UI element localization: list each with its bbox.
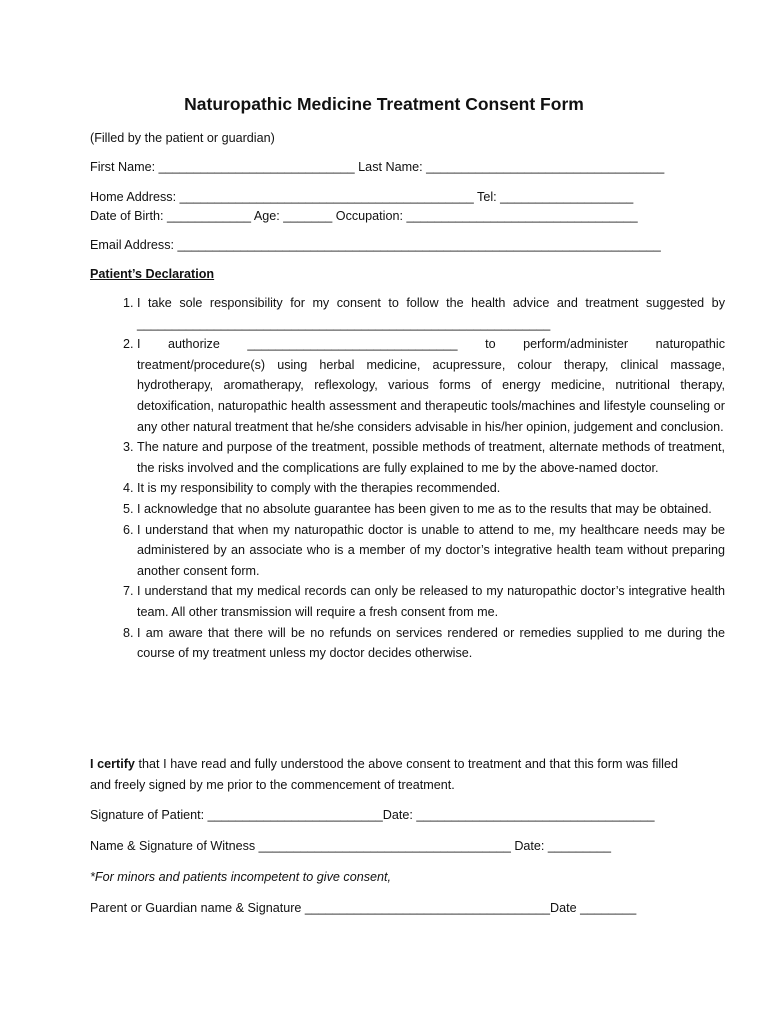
declaration-item: 4. It is my responsibility to comply with the therapies recommended.	[137, 478, 725, 499]
patient-signature-line[interactable]: Signature of Patient: _________________________Date: __________________________________	[90, 808, 655, 822]
certify-text: that I have read and fully understood the above consent to treatment and that this form was filled and freely signed by me prior to the commencement of treatment.	[90, 757, 678, 792]
certification-paragraph	[90, 754, 678, 796]
declaration-item: 1. I take sole responsibility for my consent to follow the health advice and treatment suggested by ___________________________________________________________	[137, 293, 725, 334]
declaration-item: 5. I acknowledge that no absolute guarantee has been given to me as to the results that may be obtained.	[137, 499, 725, 520]
form-subtitle: (Filled by the patient or guardian)	[90, 131, 275, 145]
dob-age-occupation-line[interactable]: Date of Birth: ____________ Age: _______ Occupation: _________________________________	[90, 209, 638, 223]
declaration-item: 7. I understand that my medical records can only be released to my naturopathic doctor’s integrative health team. All other transmission will require a fresh consent from me.	[137, 581, 725, 622]
declaration-item: 3. The nature and purpose of the treatment, possible methods of treatment, alternate methods of treatment, the risks involved and the complications are fully explained to me by the above-named doctor.	[137, 437, 725, 478]
declaration-item: 8. I am aware that there will be no refunds on services rendered or remedies supplied to me during the course of my treatment unless my doctor decides otherwise.	[137, 623, 725, 664]
guardian-signature-line[interactable]: Parent or Guardian name & Signature ___________________________________Date ________	[90, 901, 637, 915]
declaration-item: 6. I understand that when my naturopathic doctor is unable to attend to me, my healthcare needs may be administered by an associate who is a member of my doctor’s integrative health team without preparing another consent form.	[137, 520, 725, 582]
declaration-list	[90, 293, 725, 664]
declaration-item: 2. I authorize ______________________________ to perform/administer naturopathic treatment/procedure(s) using herbal medicine, acupressure, colour therapy, clinical massage, hydrotherapy, aromatherapy, reflexology, various forms of energy medicine, nutritional therapy, detoxification, naturopathic health assessment and therapeutic tools/machines and lifestyle counseling or any other natural treatment that he/she considers advisable in his/her opinion, judgement and conclusion.	[137, 334, 725, 437]
form-title: Naturopathic Medicine Treatment Consent Form	[184, 94, 584, 114]
name-fields-line[interactable]: First Name: ____________________________ Last Name: __________________________________	[90, 160, 665, 174]
address-tel-line[interactable]: Home Address: __________________________________________ Tel: ___________________	[90, 190, 634, 204]
certify-bold: I certify	[90, 757, 135, 771]
declaration-heading: Patient’s Declaration	[90, 267, 215, 281]
minors-note: *For minors and patients incompetent to give consent,	[90, 870, 392, 884]
email-line[interactable]: Email Address: _____________________________________________________________________	[90, 238, 661, 252]
witness-signature-line[interactable]: Name & Signature of Witness ____________________________________ Date: _________	[90, 839, 611, 853]
